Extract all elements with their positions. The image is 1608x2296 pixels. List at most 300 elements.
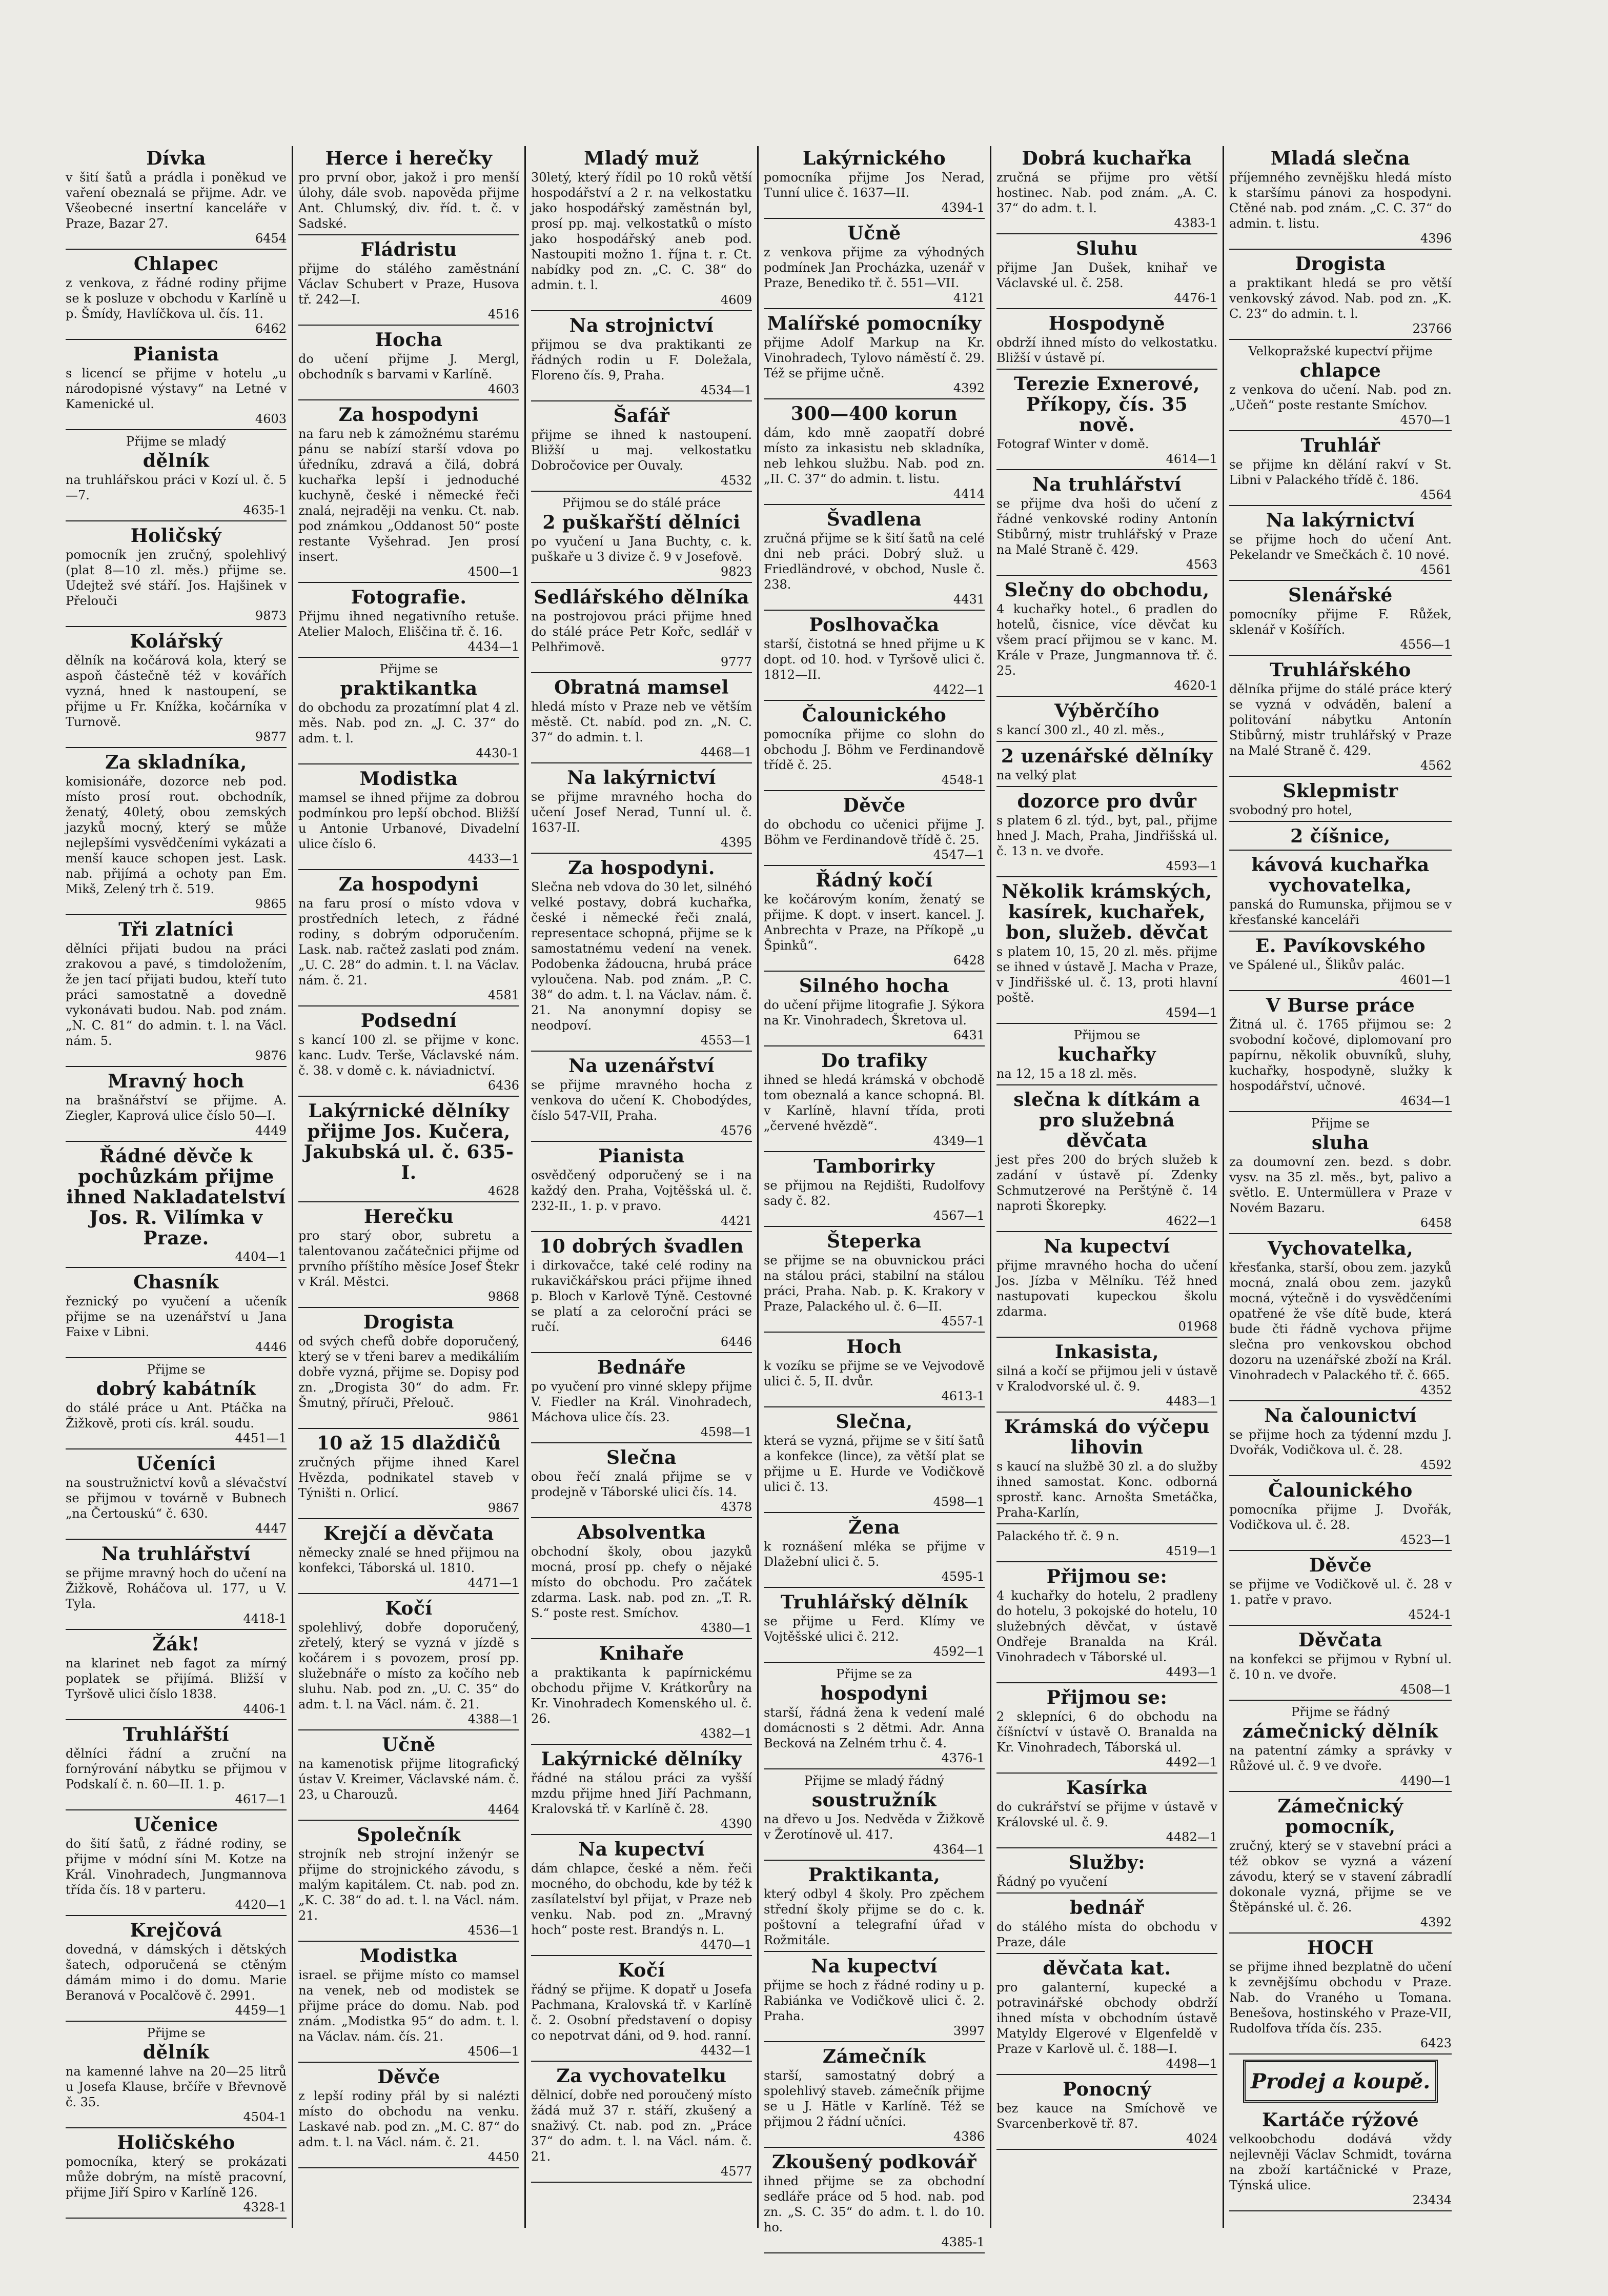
classified-ad: [1229, 781, 1452, 822]
classified-ad: [764, 795, 985, 866]
ad-number: 4536—1: [467, 1923, 519, 1938]
ad-headline: Na truhlářství: [1032, 474, 1182, 495]
ad-divider: [298, 869, 519, 870]
ad-number: 4504-1: [243, 2110, 287, 2124]
ad-number: 4434—1: [467, 639, 519, 654]
classified-ad: [298, 239, 519, 326]
ad-number: 4613-1: [941, 1389, 985, 1403]
classified-ad: [66, 344, 287, 430]
ad-number: 6462: [255, 321, 287, 336]
ad-number: 9868: [487, 1290, 519, 1304]
ad-number: 4404—1: [235, 1250, 287, 1264]
ad-headline: Zkoušený podkovář: [771, 2151, 977, 2173]
ad-divider: [1229, 2053, 1452, 2055]
ad-divider: [764, 610, 985, 611]
ad-headline: soustružník: [811, 1789, 937, 1811]
classified-columns: [60, 146, 1457, 2249]
ad-divider: [298, 1307, 519, 1308]
ad-number: 4470—1: [700, 1938, 752, 1952]
ad-headline: slečna k dítkám a pro služebná děvčata: [1013, 1089, 1200, 1152]
ad-headline: Chlapec: [133, 253, 219, 275]
ad-divider: [1229, 1475, 1452, 1476]
ad-number: 4352: [1420, 1383, 1452, 1397]
ad-divider: [531, 582, 752, 583]
ad-divider: [531, 2182, 752, 2183]
classified-ad: [996, 1898, 1217, 1954]
ad-text: do obchodu co učenici přijme J. Böhm ve Ferdinandově třídě č. 25.: [764, 817, 985, 847]
classified-ad: [996, 791, 1217, 877]
classified-ad: [996, 1566, 1217, 1683]
classified-ad: [531, 1447, 752, 1518]
ad-headline: Na truhlářství: [101, 1543, 251, 1565]
classified-ad: [1229, 855, 1452, 932]
ad-number: 4414: [953, 487, 985, 501]
ad-number: 4464: [487, 1802, 519, 1817]
ad-number: 4547—1: [933, 848, 985, 862]
ad-headline: Podsední: [360, 1010, 457, 1032]
ad-divider: [1229, 1111, 1452, 1112]
classified-ad: [298, 1101, 519, 1202]
ad-number: 4593—1: [1166, 859, 1217, 873]
column-3: [526, 146, 759, 2228]
ad-number: 4378: [720, 1500, 752, 1514]
classified-ad: [66, 1071, 287, 1142]
ad-headline: bednář: [1070, 1897, 1144, 1919]
classified-ad: [298, 1735, 519, 1821]
ad-divider: [531, 1141, 752, 1142]
ad-divider: [531, 310, 752, 311]
classified-ad: [298, 1312, 519, 1429]
ad-divider: [298, 1005, 519, 1006]
ad-number: 9777: [720, 655, 752, 669]
ad-headline: Mladá slečna: [1270, 148, 1411, 169]
ad-headline: 300—400 korun: [790, 403, 958, 425]
ad-headline: Sluhu: [1076, 238, 1138, 259]
ad-text: na patentní zámky a správky v Růžové ul. č. 9 ve dvoře.: [1229, 1743, 1452, 1773]
ad-text: na faru neb k zámožnému starému pánu se nabízí starší vdova po úředníku, zdravá a čilá, dobrá kuchařka lepší i jednoduché kuchyně, české i německé řeči znalá, nejraději na venku. Ct. nab. pod známkou „Oddanost 50“ poste restante Vyšehrad. Jen prosí insert.: [298, 427, 519, 564]
ad-text: Fotograf Winter v domě.: [996, 437, 1149, 451]
column-4: [759, 146, 991, 2249]
ad-headline: Učně: [847, 223, 901, 244]
ad-divider: [764, 504, 985, 505]
ad-text: na velký plat: [996, 768, 1076, 782]
ad-headline: Děvče: [1309, 1555, 1372, 1576]
ad-headline: Dobrá kuchařka: [1022, 148, 1192, 169]
ad-intro: Přijme se: [147, 1362, 206, 1377]
ad-text: 4 kuchařky do hotelu, 2 pradleny do hotelu, 3 pokojské do hotelu, 10 služebných děvčat, v ústavě Ondřeje Branalda na Král. Vinohradech v Táborské ul.: [996, 1588, 1217, 1664]
ad-divider: [66, 2127, 287, 2128]
ad-text: do stálé práce u Ant. Ptáčka na Žižkově, proti cís. král. soudu.: [66, 1401, 287, 1431]
ad-intro: Přijme se mladý řádný: [804, 1774, 944, 1788]
ad-divider: [298, 1428, 519, 1429]
classified-ad: [996, 1090, 1217, 1232]
classified-ad: [298, 769, 519, 870]
ad-number: 4609: [720, 293, 752, 307]
ad-headline: Řádné děvče k pochůzkám přijme ihned Nakladatelství Jos. R. Vilímka v Praze.: [66, 1145, 286, 1249]
classified-ad: [996, 1028, 1217, 1085]
ad-headline: Za skladníka,: [105, 752, 247, 773]
ad-number: 4577: [720, 2164, 752, 2179]
ad-number: 6458: [1420, 1216, 1452, 1230]
classified-ad: [531, 2066, 752, 2183]
ad-number: 4598—1: [700, 1425, 752, 1439]
ad-text: a praktikant hledá se pro větší venkovský závod. Nab. pod zn. „K. C. 23“ do admin. t. l.: [1229, 276, 1452, 321]
ad-number: 6428: [953, 953, 985, 968]
ad-number: 4601—1: [1400, 973, 1452, 987]
classified-ad: [764, 1774, 985, 1861]
ad-number: 4431: [953, 592, 985, 607]
ad-divider: [764, 1332, 985, 1333]
ad-headline: Truhlář: [1300, 435, 1380, 456]
ad-text: dám chlapce, české a něm. řeči mocného, do obchodu, kde by též k zasílatelství byl přijat, v Praze neb venku. Nab. pod zn. „Mravný hoch“ poste rest. Brandýs n. L.: [531, 1861, 752, 1937]
ad-text: která se vyzná, přijme se v šití šatů a konfekce (lince), za větší plat se přijme u E. Hurde ve Vodičkově ulici č. 13.: [764, 1434, 985, 1494]
ad-text: pomocníka přijme co slohn do obchodu J. Böhm ve Ferdinandově třídě č. 25.: [764, 727, 985, 772]
ad-number: 4628: [487, 1184, 519, 1198]
ad-divider: [531, 491, 752, 492]
ad-headline: Sedlářského dělníka: [534, 587, 749, 608]
ad-number: 4418-1: [243, 1612, 287, 1626]
ad-text: osvědčený odporučený se i na každý den. Praha, Vojtěšská ul. č. 232-II., 1. p. v pravo.: [531, 1168, 752, 1213]
ad-divider: [1229, 1550, 1452, 1551]
classified-ad: [1229, 1796, 1452, 1934]
ad-divider: [298, 1593, 519, 1594]
ad-text: s licencí se přijme v hotelu „u národopisné výstavy“ na Letné v Kamenické ul.: [66, 366, 287, 411]
ad-headline: Fládristu: [360, 239, 457, 260]
classified-ad: [764, 1592, 985, 1663]
ad-divider: [1229, 655, 1452, 656]
ad-divider: [298, 1820, 519, 1821]
ad-divider: [531, 853, 752, 854]
ad-text: 30letý, který řídil po 10 roků větší hospodářství a 2 r. na velkostatku jako hospodářský zaměstnán byl, prosí pp. maj. velkostatků o místo jako hospodářský aneb pod. Nastoupiti možno 1. října t. r. Ct. nabídky pod zn. „C. C. 38“ do admin. t. l.: [531, 170, 752, 292]
ad-divider: [764, 790, 985, 791]
ad-headline: Chasník: [133, 1272, 219, 1293]
classified-ad: [1229, 1480, 1452, 1551]
ad-divider: [531, 400, 752, 401]
ad-divider: [996, 1953, 1217, 1954]
ad-number: 4614—1: [1166, 452, 1217, 466]
ad-text: dělníci řádní a zruční na fornýrování nábytku se přijmou v Podskalí č. n. 60—II. 1. p.: [66, 1746, 287, 1791]
ad-headline: Hospodyně: [1048, 313, 1166, 334]
ad-divider: [298, 763, 519, 764]
ad-text: se přijmou na Rejdišti, Rudolfovy sady č. 82.: [764, 1178, 985, 1208]
ad-number: 4447: [255, 1521, 287, 1536]
ad-headline: Čalounického: [1268, 1480, 1413, 1501]
ad-headline: Šafář: [613, 405, 670, 427]
ad-number: 6423: [1420, 2036, 1452, 2050]
classified-ad: [66, 2026, 287, 2128]
ad-headline: Obratná mamsel: [554, 677, 729, 698]
ad-headline: Řádný kočí: [816, 870, 933, 891]
ad-number: 4553—1: [700, 1033, 752, 1048]
classified-ad: [1229, 254, 1452, 340]
ad-headline: dobrý kabátník: [96, 1378, 256, 1400]
ad-text: na konfekci se přijmou v Rybní ul. č. 10 n. ve dvoře.: [1229, 1652, 1452, 1682]
ad-headline: Hoch: [846, 1336, 902, 1358]
ad-headline: Zámečnický pomocník,: [1277, 1796, 1403, 1838]
ad-divider: [66, 1539, 287, 1540]
ad-headline: Na uzenářství: [568, 1055, 715, 1077]
ad-divider: [764, 218, 985, 219]
ad-headline: Terezie Exnerové, Příkopy, čís. 35 nově.: [1014, 373, 1200, 436]
ad-headline: Truhlářského: [1270, 659, 1411, 681]
ad-number: 4500—1: [467, 565, 519, 579]
ad-headline: Truhlářský dělník: [780, 1592, 968, 1613]
ad-number: 4564: [1420, 488, 1452, 502]
ad-intro: Přijme se: [147, 2026, 206, 2040]
ad-text: na postrojovou práci přijme hned do stálé práce Petr Kořc, sedlář v Pelhřimově.: [531, 609, 752, 654]
ad-headline: zámečnický dělník: [1243, 1721, 1438, 1742]
classified-ad: [996, 148, 1217, 234]
ad-headline: Slečna: [606, 1447, 677, 1468]
ad-divider: [531, 1051, 752, 1052]
ad-divider: [531, 1442, 752, 1443]
ad-divider: [66, 339, 287, 340]
ad-number: 3997: [953, 2024, 985, 2038]
ad-number: 4490—1: [1400, 1774, 1452, 1788]
classified-ad: [764, 148, 985, 219]
ad-number: 4459—1: [235, 2003, 287, 2018]
ad-headline: Děvče: [843, 795, 906, 816]
ad-number: 9823: [720, 565, 752, 579]
classified-ad: [996, 474, 1217, 576]
ad-text: od svých chefů dobře doporučený, který se v třeni barev a medikáliím dobře vyzná, přijme se. Dopisy pod zn. „Drogista 30“ do adm. Fr. Šmutný, příruči, Přelouč.: [298, 1334, 519, 1410]
ad-number: 4592: [1420, 1458, 1452, 1472]
ad-number: 4382—1: [700, 1726, 752, 1741]
ad-text: se přijme mravný hoch do učení na Žižkově, Roháčova ul. 177, u V. Tyla.: [66, 1566, 287, 1611]
classified-ad: [531, 1643, 752, 1745]
ad-text: na klarinet neb fagot za mírný poplatek se přijímá. Bližší v Tyršově ulici číslo 1838.: [66, 1656, 287, 1701]
ad-number: 4534—1: [700, 383, 752, 397]
classified-ad: [66, 919, 287, 1067]
ad-text: z lepší rodiny přál by si nalézti místo do obchodu na venku. Laskavé nab. pod zn. „M. C. 87“ do adm. t. l. na Václ. nám. č. 21.: [298, 2089, 519, 2149]
classified-ad: [1229, 1705, 1452, 1792]
ad-divider: [531, 762, 752, 763]
classified-ad: [1229, 1238, 1452, 1401]
ad-text: přijme Jan Dušek, knihař ve Václavské ul. č. 258.: [996, 260, 1217, 290]
ad-text: se přijme mravného hocha do učení Josef Nerad, Tunní ul. č. 1637-II.: [531, 790, 752, 835]
ad-divider: [996, 1523, 1217, 1524]
ad-headline: dělník: [143, 2042, 210, 2063]
ad-divider: [66, 1448, 287, 1449]
ad-headline: Pianista: [598, 1145, 685, 1167]
classified-ad: [1229, 936, 1452, 991]
ad-divider: [298, 657, 519, 658]
classified-ad: [66, 2132, 287, 2219]
ad-divider: [298, 1941, 519, 1942]
classified-ad: [298, 587, 519, 658]
classified-ad: [764, 1337, 985, 1407]
classified-ad: [764, 1667, 985, 1769]
ad-divider: [996, 1773, 1217, 1774]
ad-headline: Lakýrnické dělníky: [541, 1748, 742, 1770]
classified-ad: [66, 1272, 287, 1358]
ad-number: 4450: [487, 2150, 519, 2164]
ad-number: 4557-1: [941, 1314, 985, 1328]
classified-ad: [764, 705, 985, 791]
ad-divider: [66, 1915, 287, 1916]
ad-text: bez kauce na Smíchově ve Svarcenberkově tř. 87.: [996, 2101, 1217, 2131]
ad-number: 4570—1: [1400, 413, 1452, 427]
ad-headline: Vychovatelka,: [1267, 1238, 1414, 1259]
classified-ad: [1229, 1405, 1452, 1476]
ad-headline: 2 puškařští dělníci: [542, 512, 741, 533]
ad-number: 4482—1: [1166, 1830, 1217, 1844]
ad-divider: [764, 398, 985, 399]
ad-divider: [66, 2218, 287, 2219]
classified-ad: [298, 1523, 519, 1594]
ad-headline: Na strojnictví: [569, 315, 714, 336]
ad-number: 4364—1: [933, 1842, 985, 1857]
ad-headline: 2 uzenářské dělníky: [1001, 746, 1213, 767]
ad-text: zručná přijme se k šití šatů na celé dni neb práci. Dobrý služ. u Friedländrové, v obchod, Nusle č. 238.: [764, 531, 985, 592]
ad-divider: [764, 2252, 985, 2253]
column-5: [991, 146, 1224, 2228]
ad-number: 4483—1: [1166, 1394, 1217, 1408]
ad-divider: [996, 2074, 1217, 2075]
ad-divider: [531, 672, 752, 673]
column-2: [293, 146, 526, 2228]
ad-headline: HOCH: [1307, 1937, 1374, 1959]
ad-text: pomocníka přijme J. Dvořák, Vodičkova ul. č. 28.: [1229, 1502, 1452, 1532]
ad-number: 4556—1: [1400, 637, 1452, 652]
ad-divider: [764, 1512, 985, 1513]
ad-number: 4430-1: [476, 746, 519, 760]
ad-divider: [996, 696, 1217, 697]
classified-ad: [1229, 995, 1452, 1112]
ad-headline: Učeníci: [136, 1453, 216, 1475]
ad-divider: [66, 429, 287, 430]
classified-ad: [531, 1749, 752, 1835]
ad-number: 4592—1: [933, 1644, 985, 1659]
ad-number: 4396: [1420, 231, 1452, 246]
ad-divider: [298, 399, 519, 400]
ad-number: 4386: [953, 2129, 985, 2144]
classified-ad: [298, 1206, 519, 1308]
ad-number: 4519—1: [1166, 1544, 1217, 1558]
ad-text: pro první obor, jakož i pro menší úlohy, dále svob. napověda přijme Ant. Chlumský, div. říd. t. č. v Sadské.: [298, 170, 519, 231]
classified-ad: [764, 976, 985, 1046]
ad-headline: Pianista: [133, 344, 219, 365]
classified-ad: [66, 1362, 287, 1449]
ad-number: 4622—1: [1166, 1214, 1217, 1228]
ad-divider: [764, 1151, 985, 1152]
ad-text: dělníci přijati budou na práci zrakovou a pavé, s timdoložením, že jen tací přijati budou, kteří tuto práci samostatně a dovedně vykonávati budou. Nab. pod znám. „N. C. 81“ do admin. t. l. na Václ. nám. 5.: [66, 941, 287, 1048]
ad-divider: [1229, 2210, 1452, 2211]
classified-ad: [1229, 1938, 1452, 2055]
ad-text: se přijme mravného hocha z venkova do učení K. Chobodýdes, číslo 547-VII, Praha.: [531, 1078, 752, 1123]
ad-headline: Tamborirky: [813, 1156, 935, 1177]
ad-number: 9877: [255, 730, 287, 744]
ad-divider: [1229, 1233, 1452, 1234]
ad-number: 9876: [255, 1049, 287, 1063]
ad-divider: [996, 575, 1217, 576]
ad-divider: [66, 1267, 287, 1268]
ad-headline: Kartáče rýžové: [1261, 2109, 1419, 2131]
classified-ad: [298, 662, 519, 764]
classified-ad: [298, 330, 519, 400]
classified-ad: [764, 1865, 985, 1952]
ad-divider: [66, 2021, 287, 2022]
ad-text: svobodný pro hotel,: [1229, 803, 1353, 817]
ad-divider: [764, 1860, 985, 1861]
ad-number: 4395: [720, 835, 752, 850]
ad-number: 4524-1: [1408, 1607, 1452, 1622]
classified-ad: [764, 870, 985, 972]
ad-headline: Fotografie.: [351, 587, 467, 608]
ad-divider: [1229, 1932, 1452, 1934]
ad-text: do stálého místa do obchodu v Praze, dále: [996, 1920, 1217, 1949]
ad-text: přijme Adolf Markup na Kr. Vinohradech, Tylovo náměstí č. 29. Též se přijme učně.: [764, 335, 985, 380]
ad-number: 4392: [1420, 1915, 1452, 1929]
ad-headline: Švadlena: [826, 509, 922, 530]
classified-ad: [66, 526, 287, 627]
ad-divider: [298, 582, 519, 583]
ad-number: 4603: [255, 412, 287, 426]
ad-divider: [1229, 850, 1452, 851]
ad-headline: kávová kuchařka vychovatelka,: [1251, 854, 1430, 896]
ad-number: 23434: [1412, 2193, 1452, 2207]
classified-ad: [531, 1960, 752, 2062]
ad-number: 23766: [1412, 321, 1452, 336]
ad-divider: [298, 234, 519, 235]
classified-ad: [996, 1778, 1217, 1848]
ad-number: 4121: [953, 291, 985, 305]
ad-headline: Malířské pomocníky: [767, 313, 982, 334]
ad-headline: Za hospodyni.: [568, 857, 715, 879]
classified-ad: [764, 313, 985, 399]
ad-headline: 10 dobrých švadlen: [539, 1236, 744, 1257]
classified-ad: [531, 587, 752, 673]
ad-number: 9873: [255, 609, 287, 623]
ad-divider: [531, 1352, 752, 1353]
ad-number: 4406-1: [243, 1702, 287, 1716]
ad-headline: děvčata kat.: [1043, 1958, 1171, 1979]
ad-text: silná a kočí se přijmou jeli v ústavě v Kralodvorské ul. č. 9.: [996, 1364, 1217, 1394]
ad-intro: Velkopražské kupectví přijme: [1248, 344, 1433, 358]
ad-text: Přijmu ihned negativního retuše. Atelier Maloch, Eliščina tř. č. 16.: [298, 609, 519, 639]
ad-text: se přijme hoch za týdenní mzdu J. Dvořák, Vodičkova ul. č. 28.: [1229, 1427, 1452, 1457]
ad-divider: [66, 1809, 287, 1810]
ad-text: obdrží ihned místo do velkostatku. Bližší v ústavě pí.: [996, 335, 1217, 365]
ad-headline: Bednáře: [597, 1357, 686, 1378]
classified-ad: [764, 1156, 985, 1227]
ad-headline: Silného hocha: [799, 975, 950, 997]
ad-headline: Krejčová: [130, 1920, 222, 1941]
ad-divider: [66, 626, 287, 627]
classified-ad: [996, 1342, 1217, 1413]
ad-divider: [764, 2147, 985, 2148]
ad-text: se přijme hoch do učení Ant. Pekelandr ve Smečkách č. 10 nové.: [1229, 532, 1452, 562]
classified-ad: [764, 1956, 985, 2042]
ad-text: z venkova přijme za výhodných podmínek Jan Procházka, uzenář v Praze, Benediko tř. č. 551—VII.: [764, 245, 985, 290]
ad-headline: Herečku: [363, 1206, 454, 1227]
ad-text: s platem 10, 15, 20 zl. měs. přijme se ihned v ústavě J. Macha v Praze, v Jindřišské ul. č. 13, proti hlavní poště.: [996, 944, 1217, 1005]
ad-number: 4581: [487, 988, 519, 1002]
ad-text: zručných přijme ihned Karel Hvězda, podnikatel staveb v Týništi n. Orlicí.: [298, 1455, 519, 1500]
classified-ad: [764, 1231, 985, 1333]
ad-number: 4349—1: [933, 1134, 985, 1148]
ad-text: k vozíku se přijme se ve Vejvodově ulici č. 5, II. dvůr.: [764, 1359, 985, 1388]
ad-headline: V Burse práce: [1266, 995, 1415, 1016]
classified-ad: [531, 677, 752, 763]
ad-headline: E. Pavíkovského: [1255, 935, 1426, 957]
ad-text: v šití šatů a prádla i poněkud ve vaření obeznalá se přijme. Adr. ve Všeobecné insertní kanceláře v Praze, Bazar 27.: [66, 170, 287, 231]
ad-headline: Děvčata: [1298, 1629, 1382, 1651]
ad-text: do cukrářství se přijme v ústavě v Královské ul. č. 9.: [996, 1800, 1217, 1829]
classified-ad: [1229, 2060, 1452, 2103]
ad-text: na brašnářství se přijme. A. Ziegler, Kaprová ulice číslo 50—I.: [66, 1093, 287, 1123]
ad-divider: [1229, 1625, 1452, 1626]
